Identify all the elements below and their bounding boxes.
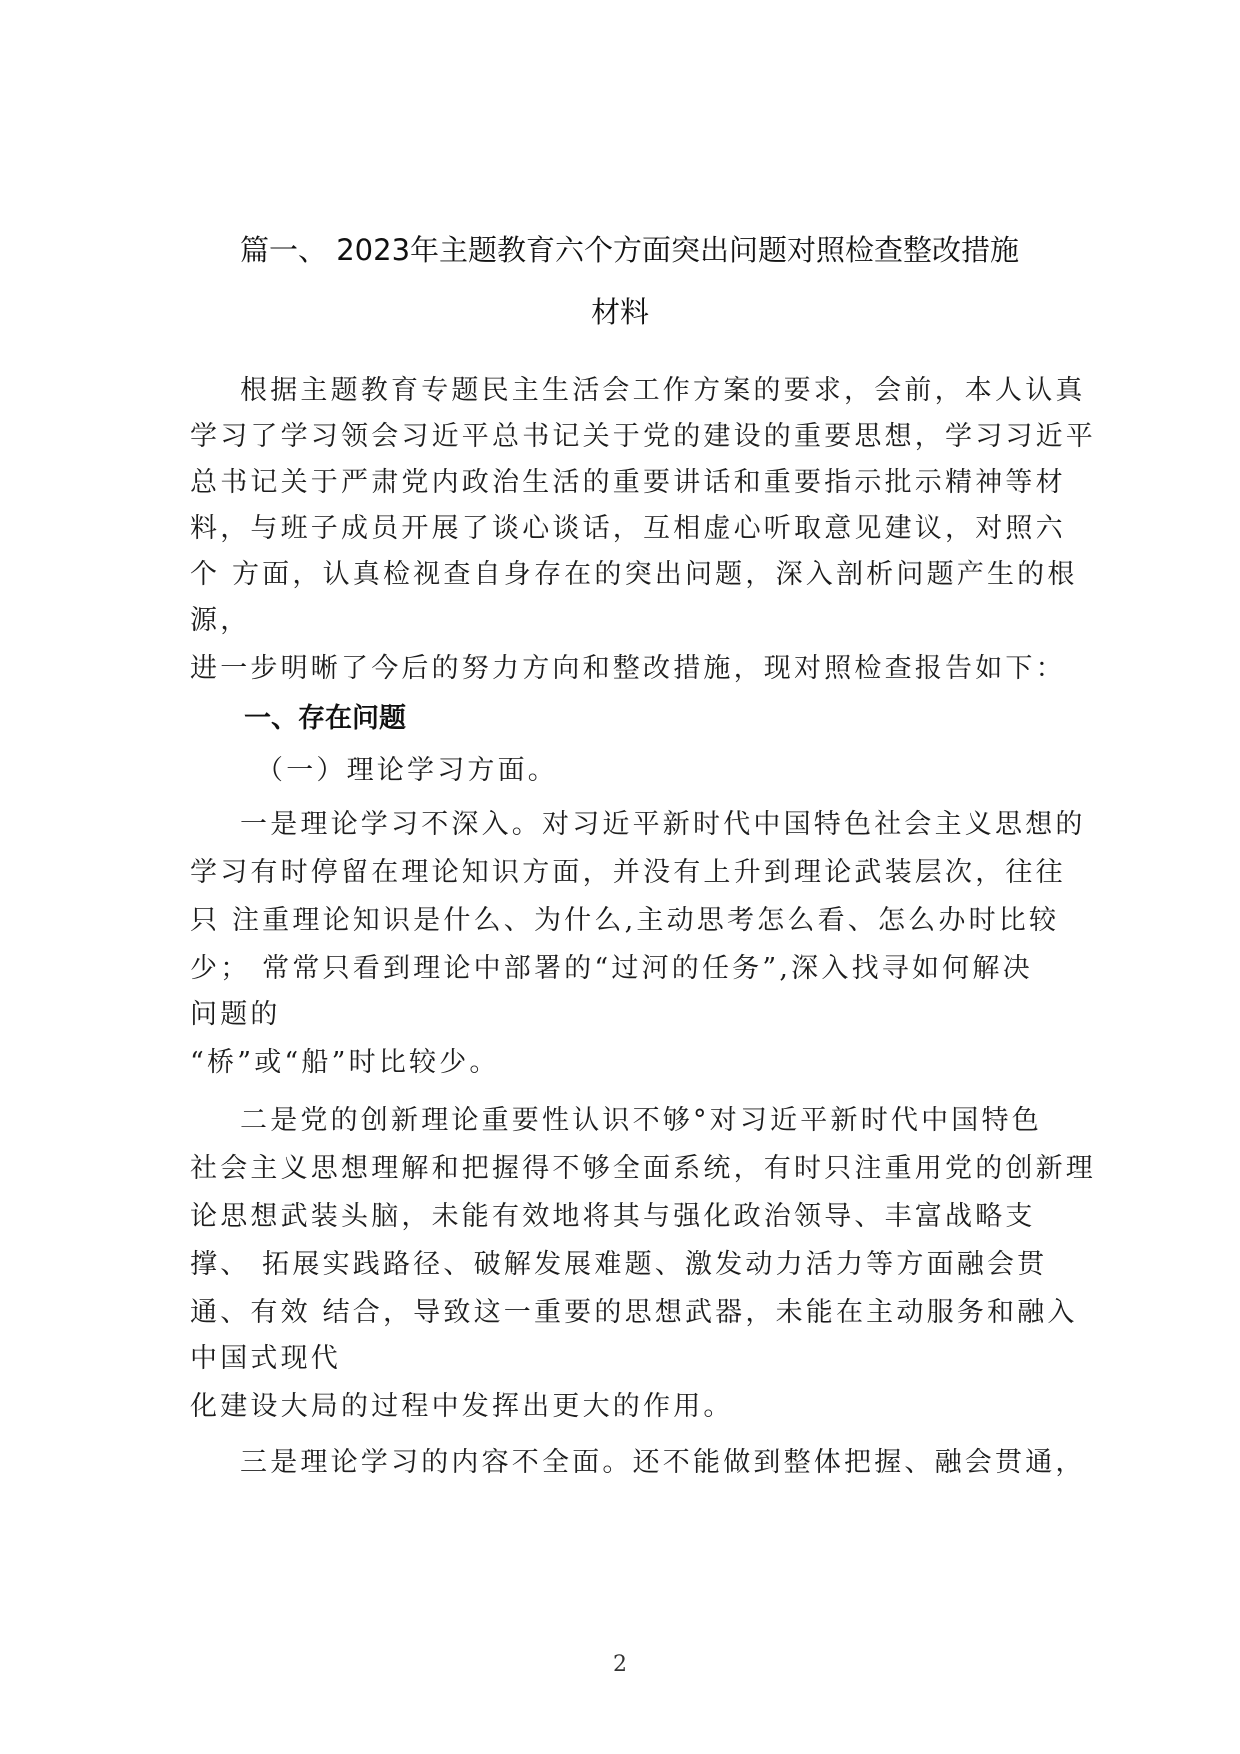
- intro-line: 个 方面，认真检视查自身存在的突出问题，深入剖析问题产生的根: [190, 559, 1078, 590]
- paragraph-line: 一是理论学习不深入。对习近平新时代中国特色社会主义思想的: [240, 809, 1086, 840]
- paragraph-line: “桥”或“船”时比较少。: [190, 1047, 500, 1078]
- intro-line: 总书记关于严肃党内政治生活的重要讲话和重要指示批示精神等材: [190, 467, 1066, 498]
- paragraph-line: 化建设大局的过程中发挥出更大的作用。: [190, 1391, 734, 1422]
- paragraph-line: 论思想武装头脑，未能有效地将其与强化政治领导、丰富战略支: [190, 1201, 1036, 1232]
- paragraph-line: 通、有效 结合，导致这一重要的思想武器，未能在主动服务和融入: [190, 1297, 1078, 1328]
- paragraph-line: 只 注重理论知识是什么、为什么,主动思考怎么看、怎么办时比较: [190, 905, 1060, 936]
- paragraph-line: 三是理论学习的内容不全面。还不能做到整体把握、融会贯通，: [240, 1447, 1086, 1478]
- intro-line: 进一步明晰了今后的努力方向和整改措施，现对照检查报告如下：: [190, 653, 1066, 684]
- subsection-heading: （一）理论学习方面。: [256, 755, 558, 786]
- paragraph-line: 问题的: [190, 999, 281, 1030]
- document-title-line-2: 材料: [590, 295, 649, 329]
- intro-line: 学习了学习领会习近平总书记关于党的建设的重要思想，学习习近平: [190, 421, 1096, 452]
- section-heading: 一、存在问题: [244, 703, 406, 734]
- intro-line: 料，与班子成员开展了谈心谈话，互相虚心听取意见建议，对照六: [190, 513, 1066, 544]
- page-number: 2: [613, 1652, 627, 1677]
- paragraph-line: 二是党的创新理论重要性认识不够°对习近平新时代中国特色: [240, 1105, 1042, 1136]
- intro-line: 源，: [190, 605, 251, 636]
- paragraph-line: 少； 常常只看到理论中部署的“过河的任务”,深入找寻如何解决: [190, 953, 1033, 984]
- paragraph-line: 学习有时停留在理论知识方面，并没有上升到理论武装层次，往往: [190, 857, 1066, 888]
- paragraph-line: 社会主义思想理解和把握得不够全面系统，有时只注重用党的创新理: [190, 1153, 1096, 1184]
- paragraph-line: 撑、 拓展实践路径、破解发展难题、激发动力活力等方面融会贯: [190, 1249, 1048, 1280]
- intro-line: 根据主题教育专题民主生活会工作方案的要求，会前，本人认真: [240, 375, 1086, 406]
- document-title-line-1: 篇一、 2023年主题教育六个方面突出问题对照检查整改措施: [240, 233, 1020, 267]
- paragraph-line: 中国式现代: [190, 1343, 341, 1374]
